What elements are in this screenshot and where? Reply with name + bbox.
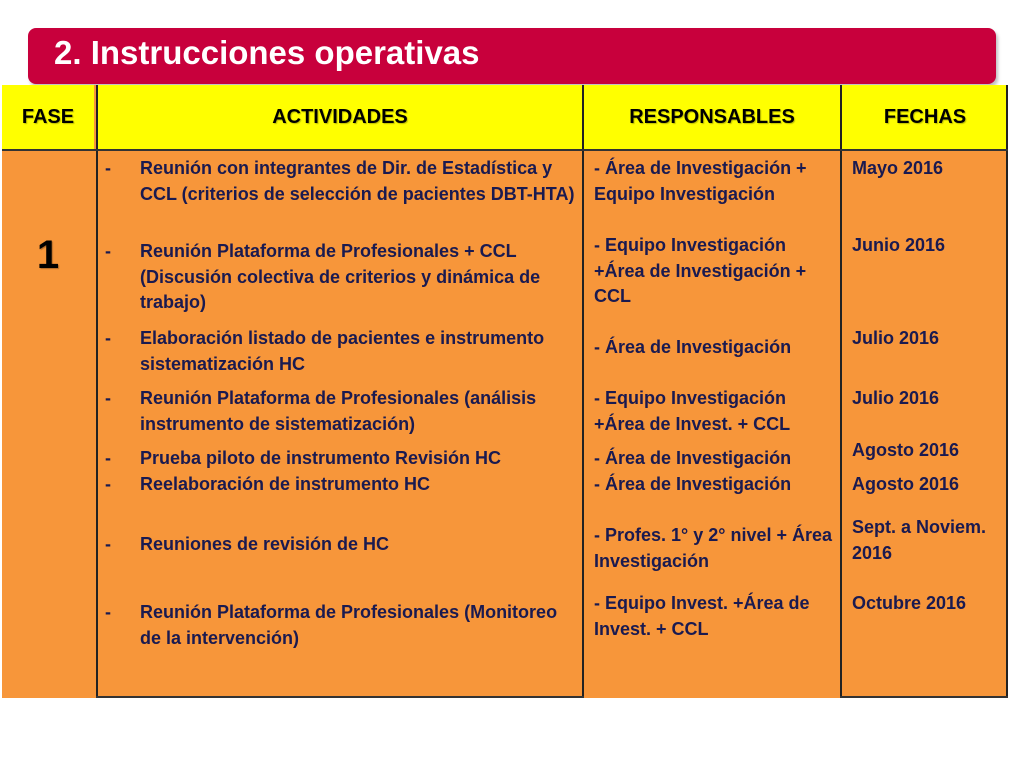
bullet-dash: - [105,388,111,408]
activity-item: Reunión Plataforma de Profesionales + CCL (Discusión colectiva de criterios y dinámica de trabajo) [140,241,541,312]
responsible-item: - Área de Investigación [594,448,792,468]
page-title: 2. Instrucciones operativas [54,34,480,71]
activity-item: Reunión Plataforma de Profesionales (análisis instrumento de sistematización) [140,388,537,434]
date-item: Agosto 2016 [852,440,960,460]
responsible-item: - Equipo Invest. +Área de Invest. + CCL [594,593,810,639]
header-responsables: RESPONSABLES [584,85,840,149]
responsible-item: - Área de Investigación + Equipo Investigación [594,158,807,204]
column-divider [840,85,842,698]
activity-item: Elaboración listado de pacientes e instrumento sistematización HC [140,328,545,374]
column-divider [582,85,584,698]
header-actividades: ACTIVIDADES [98,85,582,149]
bottom-border [840,696,1008,698]
column-divider [96,85,98,698]
activity-item: Reunión Plataforma de Profesionales (Monitoreo de la intervención) [140,602,558,648]
activity-item: Prueba piloto de instrumento Revisión HC [140,448,502,468]
header-divider [2,149,1008,151]
date-item: Octubre 2016 [852,593,967,613]
date-item: Junio 2016 [852,235,946,255]
activity-item: Reelaboración de instrumento HC [140,474,431,494]
header-fase: FASE [2,85,94,149]
bullet-dash: - [105,328,111,348]
title-bar [28,28,996,84]
responsible-item: - Equipo Investigación +Área de Invest. + CCL [594,388,791,434]
column-divider [1006,85,1008,698]
responsible-item: - Equipo Investigación +Área de Investigación + CCL [594,235,807,306]
date-item: Julio 2016 [852,328,940,348]
bullet-dash: - [105,158,111,178]
responsible-item: - Área de Investigación [594,337,792,357]
date-item: Agosto 2016 [852,474,960,494]
responsible-item: - Profes. 1° y 2° nivel + Área Investigación [594,525,833,571]
date-item: Mayo 2016 [852,158,944,178]
bullet-dash: - [105,448,111,468]
activity-item: Reunión con integrantes de Dir. de Estadística y CCL (criterios de selección de pacientes DBT-HTA) [140,158,575,204]
activity-item: Reuniones de revisión de HC [140,534,390,554]
date-item: Sept. a Noviem. 2016 [852,517,987,563]
operations-table [2,85,1008,698]
bullet-dash: - [105,474,111,494]
bottom-border [96,696,584,698]
responsible-item: - Área de Investigación [594,474,792,494]
bullet-dash: - [105,534,111,554]
phase-number: 1 [36,233,60,277]
bullet-dash: - [105,602,111,622]
header-fechas: FECHAS [842,85,1008,149]
date-item: Julio 2016 [852,388,940,408]
bullet-dash: - [105,241,111,261]
